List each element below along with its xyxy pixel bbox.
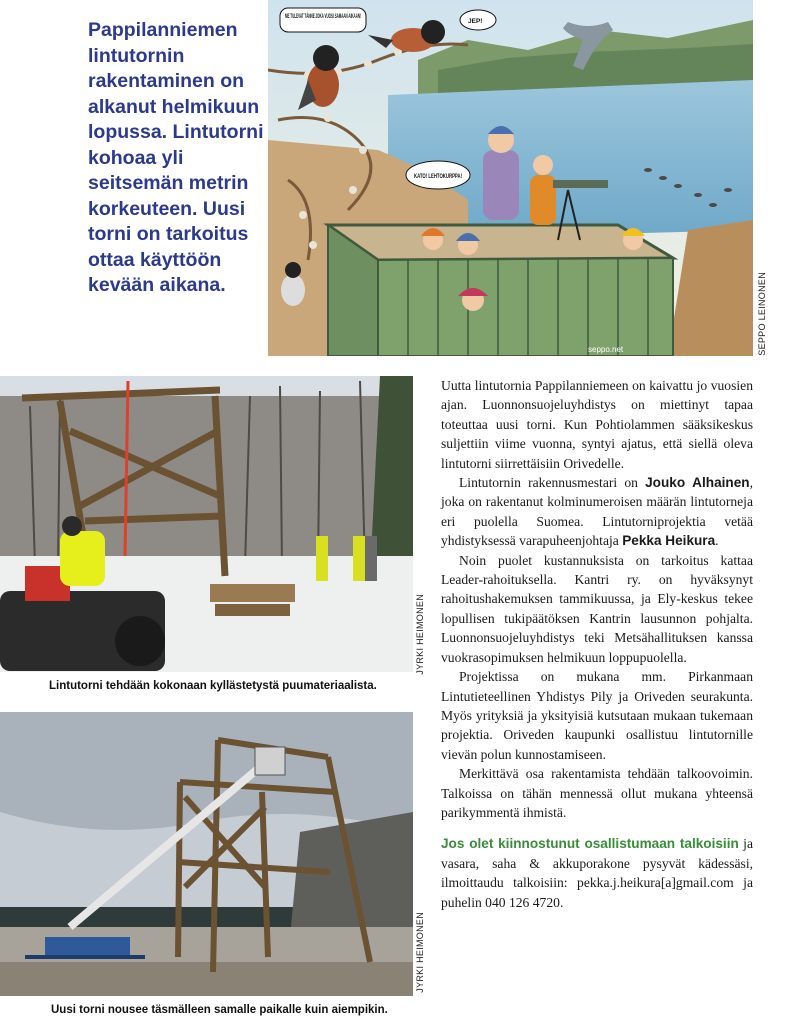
- cartoon-bubble2: JEP!: [468, 18, 483, 25]
- cartoon-illustration: [268, 0, 753, 356]
- construction-photo-2: [0, 712, 413, 996]
- article-body: [441, 376, 753, 912]
- construction-photo-1: [0, 376, 413, 672]
- lead-paragraph: Pappilanniemen lintutornin rakentaminen on alkanut helmikuun lopussa. Lintutorni kohoaa yli seitsemän metrin korkeuteen. Uusi torni on tarkoitus ottaa käyttöön kevään aikana.: [88, 19, 264, 296]
- article-paragraph-5: Merkittävä osa rakentamista tehdään talkoovoimin. Talkoissa on tähän mennessä ollut mukana yhteensä parikymmentä ihmistä.: [441, 766, 753, 820]
- cta-text: ja vasara, saha & akkuporakone pysyvät kädessäsi, ilmoittaudu talkoisiin: pekka.j.heikura[a]gmail.com ja puhelin 040 126 4720.: [441, 836, 753, 910]
- cartoon-bubble3: KATO! LEHTOKURPPA!: [414, 173, 462, 180]
- article-paragraph-2: [441, 473, 753, 551]
- project-lead-name: Pekka Heikura: [622, 533, 716, 549]
- call-to-action: [441, 834, 753, 912]
- photo2-caption: Uusi torni nousee täsmälleen samalle paikalle kuin aiempikin.: [51, 1004, 388, 1016]
- p2-text-b: , joka on rakentanut kolminumeroisen määrän lintutorneja eri puolella Suomea. Lintutorniprojektia vetää yhdistyksessä varapuheenjohtaja: [441, 475, 753, 549]
- article-paragraph-1: Uutta lintutornia Pappilanniemeen on kaivattu jo vuosien ajan. Luonnonsuojeluyhdistys on miettinyt tapaa toteuttaa uusi torni. Kun Pohtiolammen sääksikeskus suljettiin viime vuonna, syntyi ajatus, että siellä oleva lintutorni siirrettäisiin Orivedelle.: [441, 378, 753, 471]
- article-paragraph-3: Noin puolet kustannuksista on tarkoitus kattaa Leader-rahoituksella. Kantri ry. on hyväksynyt rahoitushakemuksen tammikuussa, ja Ely-keskus tekee lopullisen tukipäätöksen Kantrin lausunnon pohjalta. Luonnonsuojeluyhdistys teki Metsähallituksen kanssa vuokrasopimuksen helmikuun loppupuolella.: [441, 552, 753, 665]
- cta-highlight: Jos olet kiinnostunut osallistumaan talkoisiin: [441, 836, 739, 852]
- cartoon-credit: SEPPO LEINONEN: [757, 272, 767, 356]
- photo2-credit: JYRKI HEIMONEN: [415, 912, 425, 993]
- p2-text-c: .: [715, 533, 719, 549]
- photo1-caption: Lintutorni tehdään kokonaan kyllästetystä puumateriaalista.: [49, 680, 377, 692]
- p2-text-a: Lintutornin rakennusmestari on: [459, 475, 646, 491]
- builder-name: Jouko Alhainen: [645, 475, 750, 491]
- article-paragraph-4: Projektissa on mukana mm. Pirkanmaan Lintutieteellinen Yhdistys Pily ja Oriveden seurakunta. Myös yrityksiä ja yksityisiä kutsutaan mukaan tukemaan projektia. Oriveden kaupunki osallistuu lintutornille vievän polun kunnostamiseen.: [441, 669, 753, 762]
- photo1-credit: JYRKI HEIMONEN: [415, 594, 425, 675]
- cartoon-bubble1: [285, 12, 361, 20]
- cartoon-signature: seppo.net: [588, 345, 624, 354]
